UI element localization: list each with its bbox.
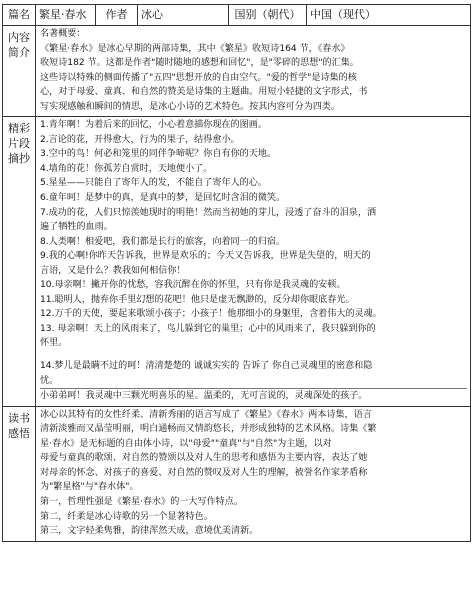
title-value: 繁星·春水 — [36, 5, 96, 26]
text-line: 5.星星——只能自了寄年人的发，不能自了寄年人的心。 — [40, 178, 267, 189]
text-line: 第二，纤柔是冰心诗歌的另一个显著特色。 — [40, 511, 213, 522]
excerpts-label-1: 精彩 — [8, 122, 30, 136]
reading-record-table — [2, 4, 471, 542]
text-line: 忧。 — [40, 374, 467, 390]
text-line: 对母亲的怀念、对孩子的喜爱、对自然的赞叹及对人生的理解，被誉名作家茅盾称 — [40, 467, 368, 478]
excerpts-side-label — [3, 117, 36, 406]
country-label: 国别（朝代） — [229, 5, 307, 26]
text-line: 星·春水》是无标题的自由体小诗，以"母爱""童真"与"自然"为主题，以对 — [40, 438, 332, 449]
intro-content — [36, 26, 471, 117]
text-line: 收短诗182 节。这都是作者"随时随地的感想和回忆"，是"零碎的思想"的汇集。 — [40, 58, 359, 69]
reading-content — [36, 406, 471, 541]
text-line: 第一，哲理性强是《繁星·春水》的一大写作特点。 — [40, 496, 243, 507]
text-line: 小弟弟呵！我灵魂中三颗光明喜乐的星。温柔的，无可言说的，灵魂深处的孩子。 — [40, 391, 368, 402]
text-line: 第三，文字轻柔隽雅，韵律浑然天成，意境优美清新。 — [40, 526, 259, 537]
spacer — [40, 351, 467, 359]
text-line: 14.梦儿是最瞒不过的呵！清清楚楚的 诚诚实实的 告诉了 你自己灵魂里的密意和隐 — [40, 361, 373, 372]
excerpts-label-2: 片段 — [8, 137, 30, 151]
header-row — [3, 5, 471, 26]
text-line: 心，对于母爱、童真、和自然的赞美是诗集的主题曲。用短小轻捷的文字形式，书 — [40, 87, 368, 98]
text-line: 2.言论的花，开得愈大，行为的果子，结得愈小。 — [40, 134, 240, 145]
excerpts-label-3: 摘抄 — [8, 152, 30, 166]
author-value: 冰心 — [138, 5, 229, 26]
reading-label-1: 读书 — [8, 411, 30, 425]
intro-label-1: 内容 — [8, 31, 30, 44]
reading-label-2: 感悟 — [8, 426, 30, 440]
text-line: 4.墙角的花！你孤芳自赏时，天地便小了。 — [40, 163, 213, 174]
text-line: 3.空中的鸟！何必和笼里的同伴争啼呢？你自有你的天地。 — [40, 149, 277, 160]
text-line: 清新淡雅而又晶莹明丽，明白通畅而又情韵悠长，并形成独特的艺术风格。诗集《繁 — [40, 424, 377, 435]
text-line: 11.聪明人，抛弃你手里幻想的花吧！他只是虚无飘渺的，反分却你眼底春光。 — [40, 294, 355, 305]
text-line: 母爱与童真的歌颂、对自然的赞颂以及对人生的思考和感悟为主要内容，表达了她 — [40, 453, 368, 464]
title-label: 篇名 — [3, 5, 36, 26]
text-line: 6.童年呵！是梦中的真，是真中的梦，是回忆时含泪的微笑。 — [40, 193, 286, 204]
text-line: 12.万千的天使，要起来歌颂小孩子；小孩子！他那细小的身躯里，含着伟大的灵魂。 — [40, 309, 382, 320]
text-line: 遍了牺牲的血雨。 — [40, 222, 113, 233]
text-line: 为"繁星格"与"春水体"。 — [40, 482, 139, 493]
excerpts-content — [36, 117, 471, 406]
reading-side-label — [3, 406, 36, 541]
text-line: 怀里。 — [40, 338, 68, 349]
text-line: 9.我的心啊!你昨天告诉我，世界是欢乐的；今天又告诉我，世界是失望的，明天的 — [40, 251, 371, 262]
intro-label-2: 简介 — [8, 46, 30, 59]
text-line: 《繁星·春水》是冰心早期的两部诗集，其中《繁星》收短诗164 节，《春水》 — [40, 43, 350, 54]
intro-side-label — [3, 26, 36, 117]
text-line: 10.母亲啊！撇开你的忧愁，容我沉醉在你的怀里，只有你是我灵魂的安顿。 — [40, 280, 346, 291]
text-line: 1.青年啊！为着后来的回忆，小心着意描你现在的图画。 — [40, 120, 267, 131]
text-line: 这些诗以特殊的侧面传播了"五四"思想开放的自由空气。"爱的哲学"是诗集的核 — [40, 72, 357, 83]
text-line: 名著概要： — [40, 29, 86, 39]
text-line: 冰心以其特有的女性纤柔、清新秀丽的语言写成了《繁星》《春水》两本诗集，语言 — [40, 409, 372, 420]
text-line: 7.成功的花，人们只惊羡她现时的明艳！然而当初她的芽儿，浸透了奋斗的泪泉，洒 — [40, 207, 377, 218]
text-line: 13. 母亲啊！天上的风雨来了，鸟儿躲到它的巢里；心中的风雨来了，我只躲到你的 — [40, 323, 376, 334]
reading-row — [3, 406, 471, 541]
text-line: 8.人类啊！相爱吧，我们都是长行的旅客，向着同一的归宿。 — [40, 236, 286, 247]
intro-row — [3, 26, 471, 117]
text-line: 言语，又是什么？教我如何相信你！ — [40, 265, 186, 276]
country-value: 中国（现代） — [307, 5, 471, 26]
text-line: 写实现感触和瞬间的情思，是冰心小诗的艺术特色。按其内容可分为四类。 — [40, 101, 341, 112]
excerpts-row — [3, 117, 471, 406]
author-label: 作者 — [96, 5, 138, 26]
